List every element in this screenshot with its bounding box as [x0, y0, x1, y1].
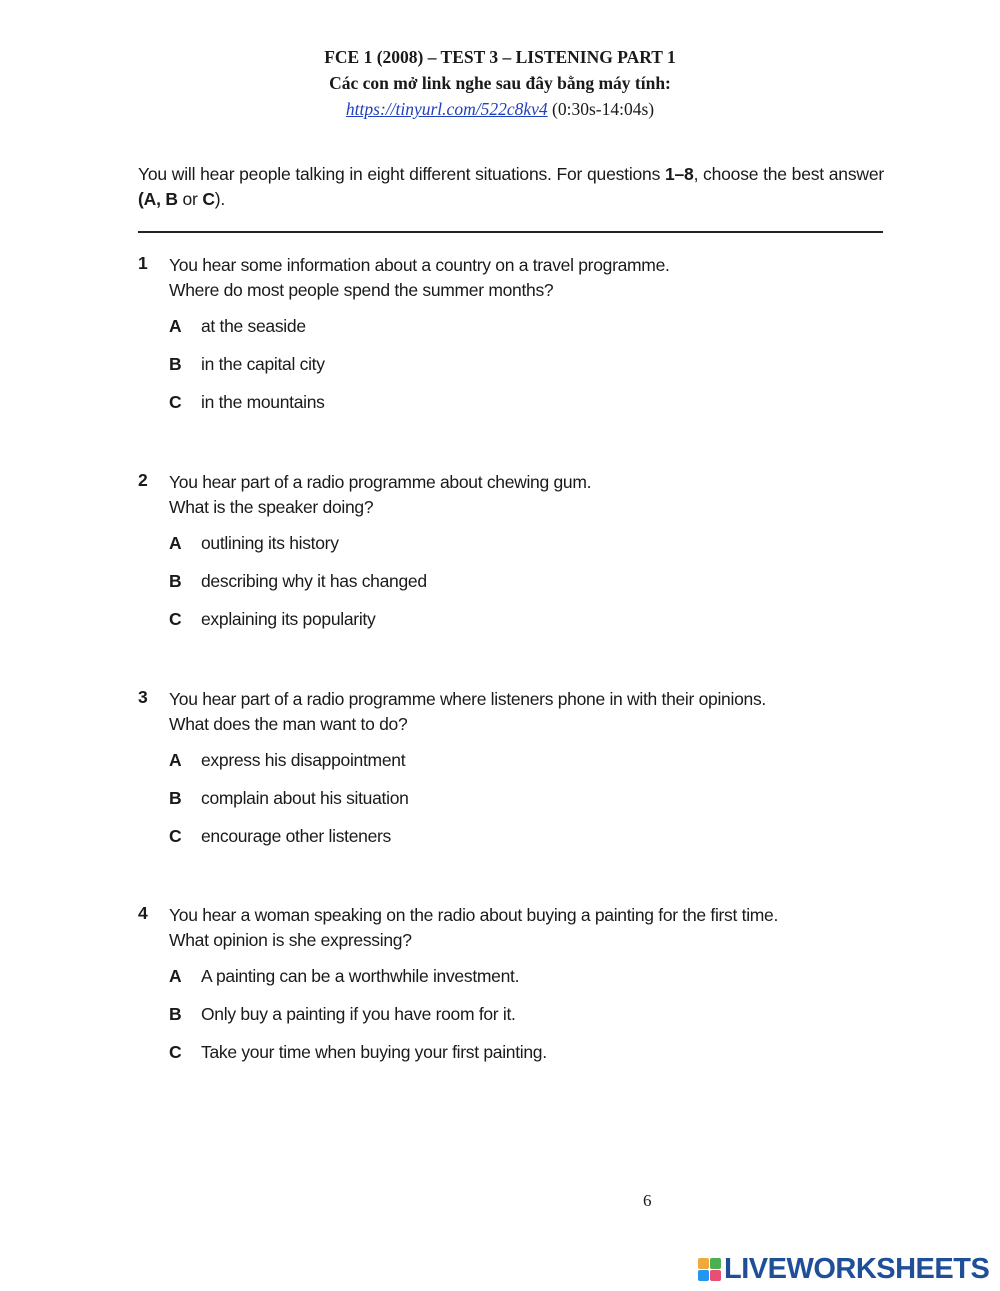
- liveworksheets-logo[interactable]: [698, 1251, 989, 1287]
- question-prompt: What opinion is she expressing?: [169, 930, 412, 950]
- option-b[interactable]: [169, 354, 325, 375]
- option-text: in the mountains: [201, 392, 325, 412]
- option-text: complain about his situation: [201, 788, 409, 808]
- question-number: 2: [138, 470, 148, 490]
- option-a[interactable]: [169, 533, 339, 554]
- question-prompt: What does the man want to do?: [169, 714, 408, 734]
- option-letter: B: [169, 354, 182, 374]
- option-text: A painting can be a worthwhile investment.: [201, 966, 520, 986]
- option-c[interactable]: [169, 1042, 547, 1063]
- option-letter: A: [169, 966, 182, 986]
- option-a[interactable]: [169, 966, 519, 987]
- option-b[interactable]: [169, 571, 427, 592]
- instructions-or: or: [177, 189, 203, 209]
- option-letter: A: [169, 316, 182, 336]
- option-letter: B: [169, 571, 182, 591]
- question-prompt: Where do most people spend the summer months?: [169, 280, 554, 300]
- option-b[interactable]: [169, 1004, 516, 1025]
- question-context: You hear a woman speaking on the radio about buying a painting for the first time.: [169, 905, 779, 925]
- option-text: Take your time when buying your first painting.: [201, 1042, 547, 1062]
- option-c[interactable]: [169, 609, 375, 630]
- option-text: outlining its history: [201, 533, 339, 553]
- logo-tile-pink: [710, 1270, 721, 1281]
- question-number: 4: [138, 903, 148, 923]
- instructions: [138, 162, 884, 212]
- option-letter: A: [169, 533, 182, 553]
- audio-link-line: [0, 96, 1000, 122]
- option-letter: C: [169, 609, 182, 629]
- audio-link[interactable]: https://tinyurl.com/522c8kv4: [345, 99, 548, 119]
- option-text: explaining its popularity: [201, 609, 376, 629]
- question-stem: [169, 687, 766, 737]
- divider-rule: [138, 231, 883, 233]
- question-context: You hear part of a radio programme about chewing gum.: [169, 472, 592, 492]
- question-stem: [169, 253, 670, 303]
- question-context: You hear some information about a country on a travel programme.: [169, 255, 670, 275]
- question-number: 3: [138, 687, 148, 707]
- option-text: describing why it has changed: [201, 571, 427, 591]
- option-letter: A: [169, 750, 182, 770]
- instructions-last-ref: C: [202, 189, 215, 209]
- instructions-text-2: , choose the best answer: [693, 164, 884, 184]
- option-text: encourage other listeners: [201, 826, 391, 846]
- option-b[interactable]: [169, 788, 409, 809]
- question-stem: [169, 470, 591, 520]
- instructions-options-ref: (A, B: [138, 189, 178, 209]
- document-header: [0, 44, 1000, 122]
- option-a[interactable]: [169, 750, 405, 771]
- audio-time-range: (0:30s-14:04s): [552, 99, 655, 119]
- document-title: FCE 1 (2008) – TEST 3 – LISTENING PART 1: [324, 47, 676, 67]
- option-text: in the capital city: [201, 354, 325, 374]
- logo-tile-green: [710, 1258, 721, 1269]
- instructions-end: ).: [214, 189, 226, 209]
- question-number: 1: [138, 253, 148, 273]
- logo-text: LIVEWORKSHEETS: [724, 1252, 990, 1285]
- page-number: 6: [643, 1191, 652, 1210]
- document-subtitle: Các con mở link nghe sau đây bằng máy tính:: [329, 73, 671, 93]
- option-text: express his disappointment: [201, 750, 406, 770]
- liveworksheets-logo-icon: [698, 1258, 721, 1281]
- option-text: at the seaside: [201, 316, 306, 336]
- option-c[interactable]: [169, 392, 325, 413]
- instructions-text-1: You will hear people talking in eight different situations. For questions: [138, 164, 665, 184]
- option-letter: C: [169, 826, 182, 846]
- option-a[interactable]: [169, 316, 306, 337]
- question-prompt: What is the speaker doing?: [169, 497, 374, 517]
- option-text: Only buy a painting if you have room for it.: [201, 1004, 516, 1024]
- logo-tile-orange: [698, 1258, 709, 1269]
- logo-tile-blue: [698, 1270, 709, 1281]
- option-c[interactable]: [169, 826, 391, 847]
- question-stem: [169, 903, 778, 953]
- option-letter: C: [169, 392, 182, 412]
- question-context: You hear part of a radio programme where listeners phone in with their opinions.: [169, 689, 766, 709]
- option-letter: C: [169, 1042, 182, 1062]
- instructions-range: 1–8: [664, 164, 694, 184]
- option-letter: B: [169, 788, 182, 808]
- option-letter: B: [169, 1004, 182, 1024]
